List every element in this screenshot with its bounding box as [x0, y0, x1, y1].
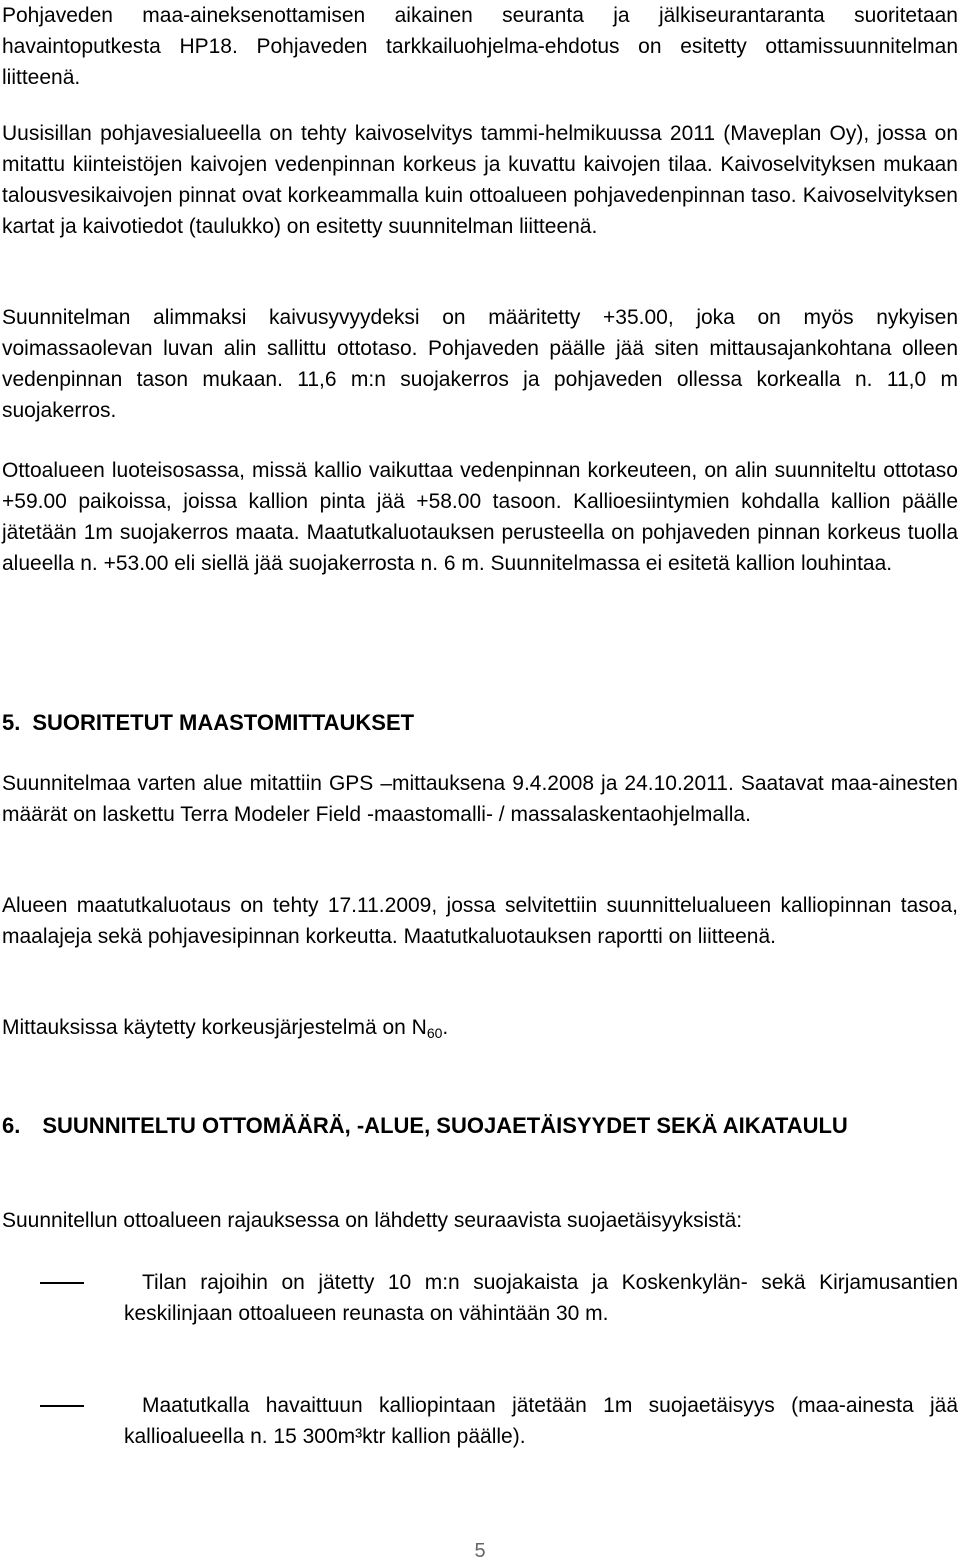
paragraph-well-survey: Uusisillan pohjavesialueella on tehty kaivoselvitys tammi-helmikuussa 2011 (Maveplan Oy), jossa on mitattu kiinteistöjen kaivojen vedenpinnan korkeus ja kuvattu kaivojen tilaa. Kaivoselvityksen mukaan talousvesikaivojen pinnat ovat korkeammalla kuin ottoalueen pohjavedenpinnan taso. Kaivoselvityksen kartat ja kaivotiedot (taulukko) on esitetty suunnitelman liitteenä.: [2, 122, 958, 238]
list-item-text: Maatutkalla havaittuun kalliopintaan jätetään 1m suojaetäisyys (maa-ainesta jää kallioalueella n. 15 300m³ktr kallion päälle).: [124, 1394, 958, 1448]
paragraph-height-system: [2, 1012, 958, 1049]
section-number: 5.: [2, 710, 21, 735]
height-system-text: Mittauksissa käytetty korkeusjärjestelmä on N: [2, 1016, 427, 1039]
height-system-subscript: 60: [426, 1025, 443, 1041]
paragraph-protection-distances-intro: Suunnitellun ottoalueen rajauksessa on lähdetty seuraavista suojaetäisyyksistä:: [2, 1209, 743, 1232]
paragraph-bedrock-area: Ottoalueen luoteisosassa, missä kallio vaikuttaa vedenpinnan korkeuteen, on alin suunniteltu ottotaso +59.00 paikoissa, joissa kallion pinta jää +58.00 tasoon. Kallioesiintymien kohdalla kallion päälle jätetään 1m suojakerros maata. Maatutkaluotauksen perusteella on pohjaveden pinnan korkeus tuolla alueella n. +53.00 eli siellä jää suojakerrosta n. 6 m. Suunnitelmassa ei esitetä kallion louhintaa.: [2, 459, 958, 575]
list-item-text: Tilan rajoihin on jätetty 10 m:n suojakaista ja Koskenkylän- sekä Kirjamusantien keskilinjaan ottoalueen reunasta on vähintään 30 m.: [124, 1271, 958, 1325]
paragraph-excavation-depth: Suunnitelman alimmaksi kaivusyvyydeksi on määritetty +35.00, joka on myös nykyisen voimassaolevan luvan alin sallittu ottotaso. Pohjaveden päälle jää siten mittausajankohtana olleen vedenpinnan tason mukaan. 11,6 m:n suojakerros ja pohjaveden ollessa korkealla n. 11,0 m suojakerros.: [2, 306, 958, 422]
paragraph-radar-survey: Alueen maatutkaluotaus on tehty 17.11.2009, jossa selvitettiin suunnittelualueen kalliopinnan tasoa, maalajeja sekä pohjavesipinnan korkeutta. Maatutkaluotauksen raportti on liitteenä.: [2, 894, 958, 948]
page-number: 5: [474, 1540, 486, 1562]
dash-bullet-icon: [40, 1282, 84, 1284]
paragraph-groundwater-monitoring: Pohjaveden maa-aineksenottamisen aikainen seuranta ja jälkiseurantaranta suoritetaan havaintoputkesta HP18. Pohjaveden tarkkailuohjelma-ehdotus on esitetty ottamissuunnitelman liitteenä.: [2, 4, 958, 89]
dash-bullet-icon: [40, 1405, 84, 1407]
height-system-period: .: [442, 1016, 449, 1039]
section-number: 6.: [2, 1113, 21, 1138]
section-heading-6: [2, 1110, 958, 1141]
section-title: SUORITETUT MAASTOMITTAUKSET: [32, 710, 415, 735]
section-heading-5: [2, 707, 958, 738]
section-title: SUUNNITELTU OTTOMÄÄRÄ, -ALUE, SUOJAETÄISYYDET SEKÄ AIKATAULU: [42, 1113, 848, 1138]
paragraph-gps-survey: Suunnitelmaa varten alue mitattiin GPS –mittauksena 9.4.2008 ja 24.10.2011. Saatavat maa-ainesten määrät on laskettu Terra Modeler Field -maastomalli- / massalaskentaohjelmalla.: [2, 772, 958, 826]
